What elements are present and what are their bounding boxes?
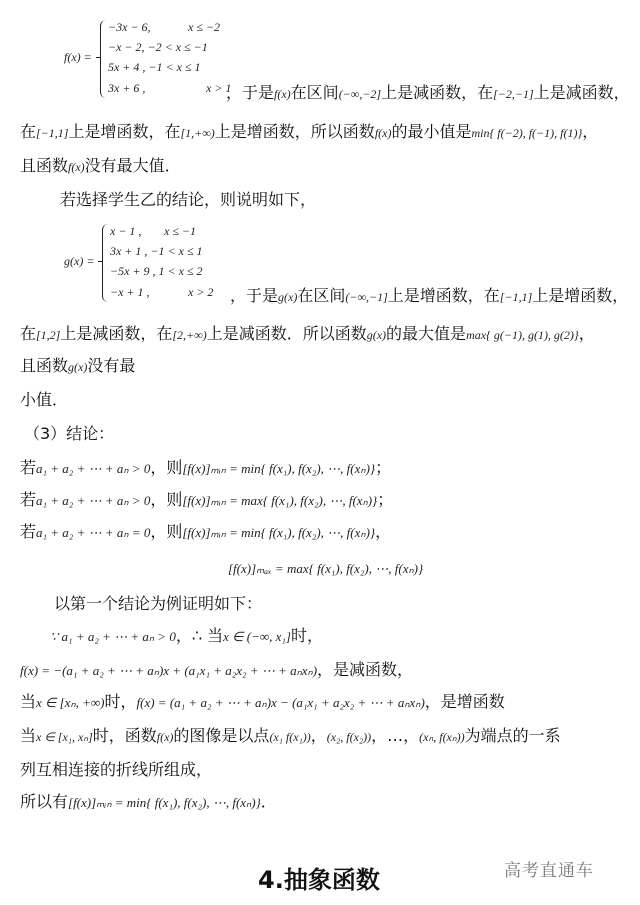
paragraph-7: 且函数g(x)没有最: [20, 356, 136, 375]
piecewise-f-row-1-cond: x ≤ −2: [188, 20, 221, 34]
piecewise-f-row-4-cond: x > 1: [206, 81, 232, 95]
proof-line-5: 列互相连接的折线所组成，: [20, 760, 213, 779]
piecewise-f-row-3: 5x + 4 , −1 < x ≤ 1: [108, 60, 201, 74]
paragraph-1: ，于是f(x)在区间(−∞,−2]上是减函数，在[−2,−1]上是减函数，: [226, 83, 630, 102]
piecewise-f-row-2: −x − 2, −2 < x ≤ −1: [108, 40, 208, 54]
piecewise-g-row-1: x − 1 ,: [110, 224, 142, 238]
piecewise-g-label: g(x) =: [64, 254, 95, 268]
brace-f-bottom: [100, 58, 106, 98]
brace-g-bottom: [102, 262, 108, 302]
paragraph-4: 若选择学生乙的结论，则说明如下，: [60, 190, 317, 209]
brace-f-top: [100, 20, 106, 58]
conclusion-3: 若a₁ + a₂ + ⋯ + aₙ = 0，则[f(x)]ₘᵢₙ = min{ f(x₁), f(x₂), ⋯, f(xₙ)}，: [20, 522, 392, 541]
proof-line-1: ∵ a₁ + a₂ + ⋯ + aₙ > 0，∴ 当x ∈ (−∞, x₁]时，: [50, 626, 323, 645]
conclusion-2: 若a₁ + a₂ + ⋯ + aₙ > 0，则[f(x)]ₘᵢₙ = max{ f(x₁), f(x₂), ⋯, f(xₙ)}；: [20, 490, 394, 509]
piecewise-g-row-4: −x + 1 ,: [110, 285, 150, 299]
paragraph-3: 且函数f(x)没有最大值．: [20, 156, 181, 175]
paragraph-8: 小值．: [20, 390, 69, 409]
proof-line-6: 所以有[f(x)]ₘᵢₙ = min{ f(x₁), f(x₂), ⋯, f(xₙ)}．: [20, 792, 277, 811]
paragraph-6: 在[1,2]上是减函数，在[2,+∞)上是减函数．所以函数g(x)的最大值是max{ g(−1), g(1), g(2)}，: [20, 324, 595, 343]
section-conclusion-heading: （3）结论：: [24, 424, 115, 443]
piecewise-f-row-4: 3x + 6 ,: [108, 81, 146, 95]
proof-line-3: 当x ∈ [xₙ, +∞)时，f(x) = (a₁ + a₂ + ⋯ + aₙ)x − (a₁x₁ + a₂x₂ + ⋯ + aₙxₙ)，是增函数: [20, 692, 505, 711]
proof-line-4: 当x ∈ [x₁, xₙ]时，函数f(x)的图像是以点(x₁ f(x₁))，(x₂, f(x₂))，…，(xₙ, f(xₙ))为端点的一系: [20, 726, 561, 745]
piecewise-g-row-2: 3x + 1 , −1 < x ≤ 1: [110, 244, 203, 258]
piecewise-f-row-1: −3x − 6,: [108, 20, 151, 34]
paragraph-5: ，于是g(x)在区间(−∞,−1]上是增函数，在[−1,1]上是增函数，: [230, 286, 629, 305]
piecewise-g: [64, 222, 234, 304]
piecewise-f: [64, 18, 234, 100]
piecewise-g-row-1-cond: x ≤ −1: [164, 224, 197, 238]
conclusion-1: 若a₁ + a₂ + ⋯ + aₙ > 0，则[f(x)]ₘᵢₙ = min{ f(x₁), f(x₂), ⋯, f(xₙ)}；: [20, 458, 392, 477]
brace-g-top: [102, 224, 108, 262]
proof-line-2: f(x) = −(a₁ + a₂ + ⋯ + aₙ)x + (a₁x₁ + a₂x₂ + ⋯ + aₙxₙ)，是减函数，: [20, 660, 414, 679]
piecewise-g-row-4-cond: x > 2: [188, 285, 214, 299]
paragraph-2: 在[−1,1]上是增函数，在[1,+∞)上是增函数，所以函数f(x)的最小值是min{ f(−2), f(−1), f(1)}，: [20, 122, 599, 141]
section-title: 4.抽象函数: [258, 866, 380, 894]
piecewise-f-label: f(x) =: [64, 50, 92, 64]
proof-intro: 以第一个结论为例证明如下：: [54, 594, 263, 613]
piecewise-g-row-3: −5x + 9 , 1 < x ≤ 2: [110, 264, 203, 278]
conclusion-3-max: [f(x)]ₘₐₓ = max{ f(x₁), f(x₂), ⋯, f(xₙ)}: [228, 561, 424, 576]
watermark: 高考直通车: [504, 861, 594, 881]
